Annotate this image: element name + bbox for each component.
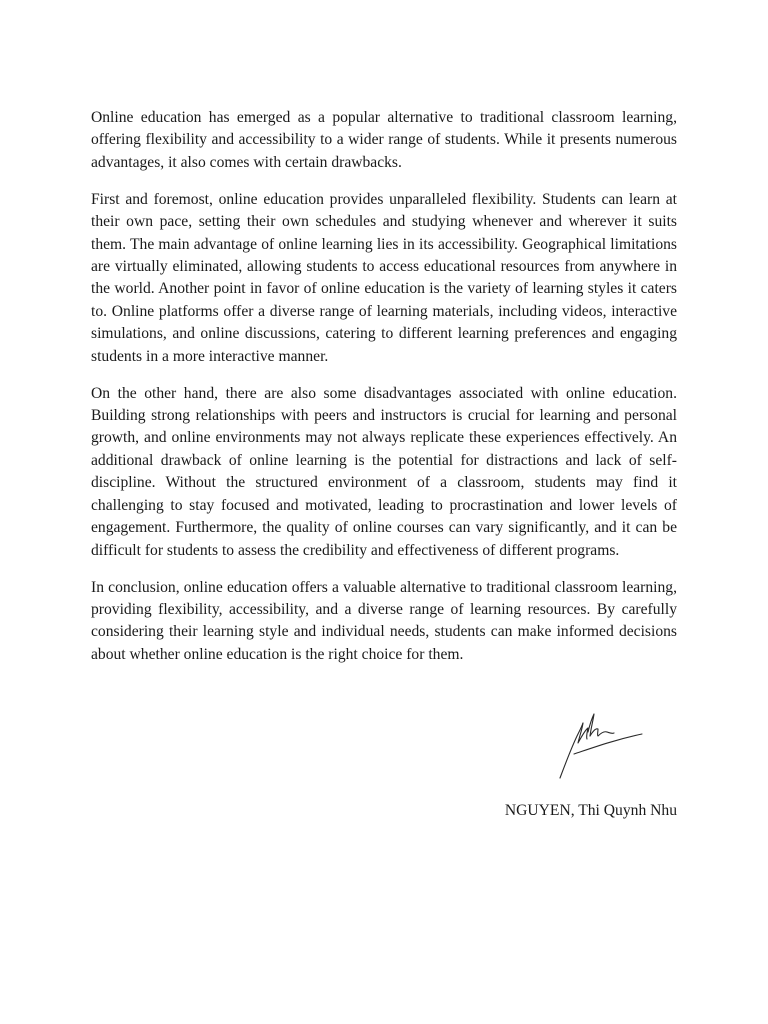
paragraph-advantages: First and foremost, online education provides unparalleled flexibility. Students can learn at their own pace, setting their own schedules and studying whenever and wherever it suits them. The main advantage of online learning lies in its accessibility. Geographical limitations are virtually eliminated, allowing students to access educational resources from anywhere in the world. Another point in favor of online education is the variety of learning styles it caters to. Online platforms offer a diverse range of learning materials, including videos, interactive simulations, and online discussions, catering to different learning preferences and engaging students in a more interactive manner. [91, 190, 677, 365]
paragraph-disadvantages: On the other hand, there are also some disadvantages associated with online education. Building strong relationships with peers and instructors is crucial for learning and personal growth, and online environments may not always replicate these experiences effectively. An additional drawback of online learning is the potential for distractions and lack of self-discipline. Without the structured environment of a classroom, students may find it challenging to stay focused and motivated, leading to procrastination and lower levels of engagement. Furthermore, the quality of online courses can vary significantly, and it can be difficult for students to assess the credibility and effectiveness of different programs. [91, 384, 677, 559]
essay-body [91, 107, 677, 681]
signature-icon [552, 706, 652, 786]
paragraph-intro: Online education has emerged as a popular alternative to traditional classroom learning, offering flexibility and accessibility to a wider range of students. While it presents numerous advantages, it also comes with certain drawbacks. [91, 109, 677, 171]
signer-name: NGUYEN, Thi Quynh Nhu [504, 802, 677, 819]
paragraph-conclusion: In conclusion, online education offers a valuable alternative to traditional classroom learning, providing flexibility, accessibility, and a diverse range of learning resources. By carefully considering their learning style and individual needs, students can make informed decisions about whether online education is the right choice for them. [91, 578, 677, 663]
